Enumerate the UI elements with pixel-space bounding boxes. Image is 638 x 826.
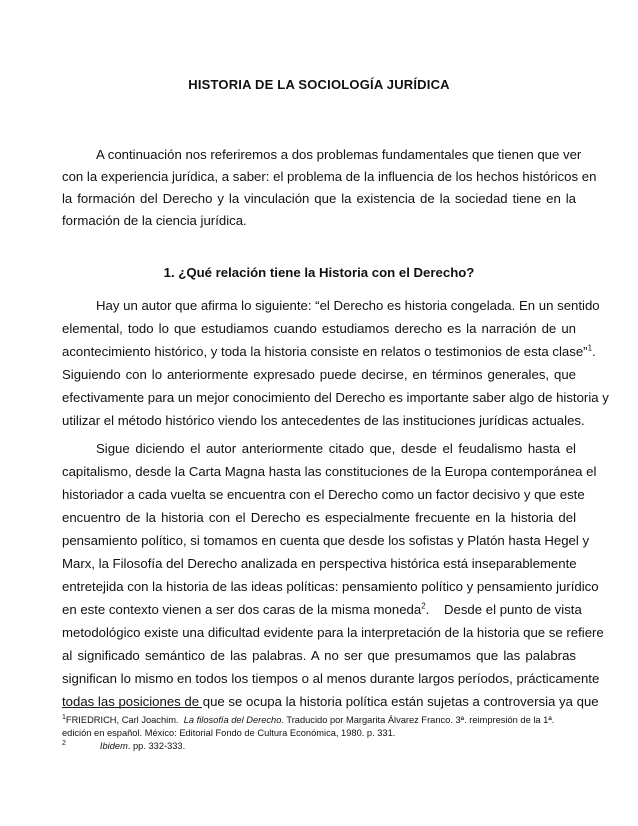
footnote-2-mark: 2 bbox=[62, 739, 66, 747]
footnote-1-rest: Traducido por Margarita Álvarez Franco. 3ª. reimpresión de la 1ª. bbox=[283, 715, 555, 725]
para2-line-2: capitalismo, desde la Carta Magna hasta las constituciones de la Europa contemporánea el bbox=[62, 464, 597, 479]
para1-line-6: utilizar el método histórico viendo los antecedentes de las instituciones jurídicas actuales. bbox=[62, 413, 585, 428]
footnote-1-author: FRIEDRICH, Carl Joachim. bbox=[65, 715, 184, 725]
section-heading: 1. ¿Qué relación tiene la Historia con el Derecho? bbox=[163, 265, 475, 280]
para1-line-3-text: acontecimiento histórico, y toda la historia consiste en relatos o testimonios de esta clase” bbox=[62, 344, 588, 359]
footnote-ref-2: 2 bbox=[421, 601, 426, 611]
para2-line-8 bbox=[62, 601, 582, 618]
para2-line-9: metodológico existe una dificultad evidente para la interpretación de la historia que se refiere bbox=[62, 625, 604, 640]
para1-line-3 bbox=[62, 343, 596, 360]
footnote-separator bbox=[62, 707, 202, 708]
para2-line-1: Sigue diciendo el autor anteriormente citado que, desde el feudalismo hasta el bbox=[96, 441, 576, 456]
para1-line-4: Siguiendo con lo anteriormente expresado puede decirse, en términos generales, que bbox=[62, 367, 576, 382]
intro-line-3: la formación del Derecho y la vinculación que la existencia de la sociedad tiene en la bbox=[62, 191, 576, 206]
intro-line-1: A continuación nos referiremos a dos problemas fundamentales que tienen que ver bbox=[96, 147, 582, 162]
footnote-1-title: La filosofía del Derecho. bbox=[183, 715, 284, 725]
para2-line-7: entretejida con la historia de las ideas políticas: pensamiento político y pensamiento jurídico bbox=[62, 579, 599, 594]
para2-line-8-a: en este contexto vienen a ser dos caras de la misma moneda bbox=[62, 602, 422, 617]
intro-line-4: formación de la ciencia jurídica. bbox=[62, 213, 247, 228]
para2-line-4: encuentro de la historia con el Derecho es especialmente frecuente en la historia del bbox=[62, 510, 576, 525]
para2-line-3: historiador a cada vuelta se encuentra con el Derecho como un factor decisivo y que este bbox=[62, 487, 585, 502]
footnote-2-ibid: Ibidem bbox=[99, 741, 128, 751]
footnote-1-mark: 1 bbox=[62, 713, 66, 721]
footnote-1-line-2: edición en español. México: Editorial Fondo de Cultura Económica, 1980. p. 331. bbox=[62, 728, 396, 738]
para2-line-11: significan lo mismo en todos los tiempos o al menos durante largos períodos, prácticamente bbox=[62, 671, 600, 686]
footnote-2 bbox=[62, 740, 576, 752]
intro-line-2: con la experiencia jurídica, a saber: el problema de la influencia de los hechos históricos en bbox=[62, 169, 597, 184]
para2-line-6: Marx, la Filosofía del Derecho analizada en perspectiva histórica está inseparablemente bbox=[62, 556, 577, 571]
footnote-1-line-1 bbox=[62, 714, 576, 726]
para2-line-8-b: . Desde el punto de vista bbox=[425, 602, 582, 617]
para1-line-5: efectivamente para un mejor conocimiento del Derecho es importante saber algo de historia y bbox=[62, 390, 609, 405]
page-title: HISTORIA DE LA SOCIOLOGÍA JURÍDICA bbox=[188, 77, 450, 92]
footnote-ref-1: 1 bbox=[587, 343, 593, 353]
para1-line-1: Hay un autor que afirma lo siguiente: “el Derecho es historia congelada. En un sentido bbox=[96, 298, 600, 313]
para2-line-5: pensamiento político, si tomamos en cuenta que desde los sofistas y Platón hasta Hegel y bbox=[62, 533, 590, 548]
para2-line-10: al significado semántico de las palabras. A no ser que presumamos que las palabras bbox=[62, 648, 576, 663]
para1-line-2: elemental, todo lo que estudiamos cuando estudiamos derecho es la narración de un bbox=[62, 321, 576, 336]
footnote-2-rest: . pp. 332-333. bbox=[127, 741, 186, 751]
para1-line-3-tail: . bbox=[592, 344, 596, 359]
para2-line-12: todas las posiciones de que se ocupa la historia política están sujetas a controversia ya que bbox=[62, 694, 599, 709]
